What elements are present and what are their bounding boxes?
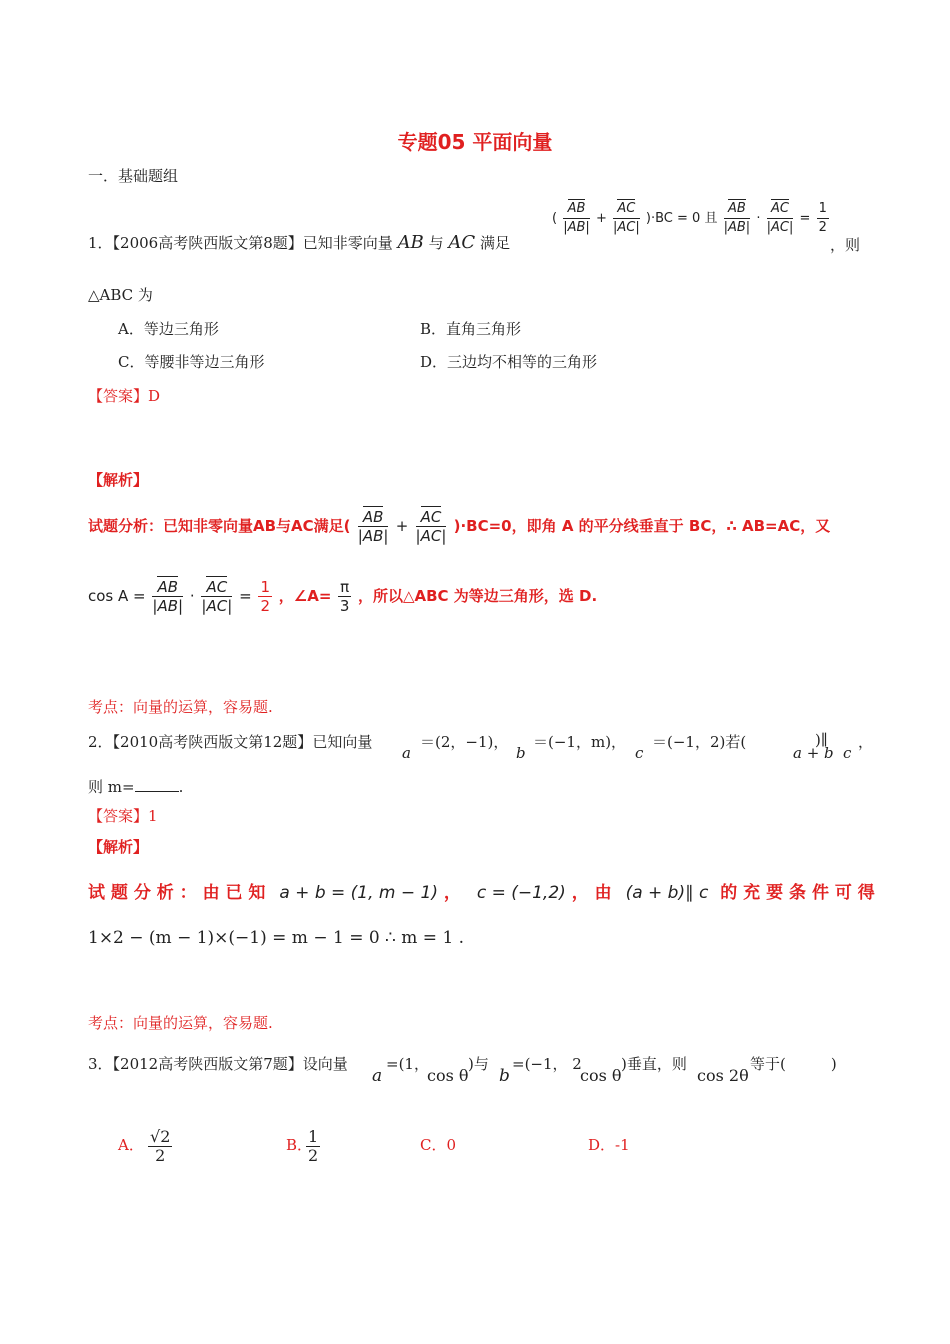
q1-option-b: B．直角三角形 <box>420 320 522 338</box>
q3-opt-a-num: √2 <box>150 1127 171 1146</box>
q1-an-f3-num: AB <box>157 578 179 596</box>
q2-vec-a: a <box>402 744 411 762</box>
q1-analysis-2b: = <box>239 587 252 605</box>
q3-cos2theta: cos 2θ <box>697 1066 749 1085</box>
q1-f2-num: AC <box>617 201 636 216</box>
q1-an-half-den: 2 <box>260 597 270 615</box>
q1-analysis-2c: ，∠A= <box>278 587 332 605</box>
q2-analysis-1b: a + b = (1, m − 1) <box>279 883 438 903</box>
q1-line2: △ABC 为 <box>88 286 153 304</box>
q1-cond-tail: ·BC = 0 且 <box>650 211 718 226</box>
q1-three: 3 <box>339 597 350 615</box>
q2-answer <box>88 805 158 826</box>
q2-analysis-1c: ， <box>443 883 461 903</box>
q3-number: 3． <box>88 1055 113 1073</box>
q1-an-f4-den: AC <box>206 597 228 615</box>
q3-cos2: cos θ <box>580 1066 622 1085</box>
q1-f3-den: AB <box>727 220 746 235</box>
q1-option-a: A．等边三角形 <box>118 320 219 338</box>
q2-vec-b: b <box>516 744 526 762</box>
q1-number: 1． <box>88 234 113 252</box>
q3-opt-b-den: 2 <box>308 1146 319 1165</box>
q3-option-c: C．0 <box>420 1136 457 1154</box>
question-3-stem <box>88 1053 348 1074</box>
q2-answer-value: 1 <box>148 807 158 825</box>
q2-stem-text: 已知向量 <box>312 733 373 751</box>
q2-source: 【2010高考陕西版文第12题】 <box>112 733 313 751</box>
q1-an-f1-num: AB <box>362 508 384 526</box>
q1-f2-den: AC <box>617 220 636 235</box>
q2-answer-label: 【答案】 <box>88 807 149 825</box>
q2-line2 <box>88 776 183 797</box>
q1-answer <box>88 385 160 406</box>
q2-line2-text: 则 m= <box>88 778 135 796</box>
q2-analysis-1a: 试 题 分 析 ： 由 已 知 <box>88 883 266 903</box>
q1-analysis-line1: 试题分析：已知非零向量AB与AC满足( $\frac{AB}{|AB|}$ + $\frac{AC}{|AC|}$ )·BC=0，即角 A 的平分线垂直于 BC，∴ AB=AC，又 <box>88 508 831 545</box>
q1-an-f2-den: AC <box>420 527 442 545</box>
q2-a-plus-b: a + b <box>793 744 834 762</box>
q3-option-d: D．-1 <box>588 1136 630 1154</box>
q3-stem-text: 设向量 <box>302 1055 348 1073</box>
q2-analysis-1d: c = (−1,2) <box>476 883 566 903</box>
q3-source: 【2012高考陕西版文第7题】 <box>112 1055 303 1073</box>
q3-vec-b: b <box>499 1066 510 1086</box>
q3-perp: )垂直，则 <box>621 1055 687 1073</box>
q3-cos: cos θ <box>427 1066 469 1085</box>
q2-line2-end: . <box>178 778 184 796</box>
q2-analysis-1g: 的 充 要 条 件 可 得 <box>720 883 875 903</box>
q1-stem-text: 已知非零向量 <box>302 234 393 252</box>
q1-analysis-line2: cos A = $\frac{AB}{|AB|}$ · $\frac{AC}{|AC|}$ = $\frac{1}{2}$ ，∠A= $\frac{\pi}{3}$ ，所以△ABC 为等边三角形，选 D. <box>88 578 598 615</box>
question-2-stem <box>88 731 372 752</box>
q1-an-f2-num: AC <box>420 508 442 526</box>
question-1-stem <box>88 232 510 253</box>
q3-with: )与 <box>468 1055 489 1073</box>
q1-condition-formula: ( $\frac{AB}{|AB|}$ + $\frac{AC}{|AC|}$ )·BC = 0 且 $\frac{AB}{|AB|}$ · $\frac{AC}{|AC|}$ = $\frac{1}{2}$ <box>552 201 827 235</box>
q1-satisfy: 满足 <box>479 234 510 252</box>
q3-option-a <box>146 1128 174 1165</box>
q2-analysis-1f: (a + b)∥ c <box>625 883 709 903</box>
q3-opt-b-num: 1 <box>308 1127 319 1146</box>
q3-option-b-label: B． <box>286 1136 313 1154</box>
q3-b-val: =(−1， 2 <box>512 1055 582 1073</box>
q1-option-d: D．三边均不相等的三角形 <box>420 353 598 371</box>
q3-opt-a-den: 2 <box>155 1146 166 1165</box>
q2-vec-c2: c <box>843 744 852 762</box>
q1-analysis-2a: cos A = <box>88 587 146 605</box>
q1-f4-num: AC <box>771 201 789 216</box>
page-title: 专题05 平面向量 <box>397 130 553 154</box>
q1-kaodian: 考点：向量的运算，容易题. <box>88 698 273 716</box>
q2-kaodian <box>88 1012 273 1033</box>
q1-vec-ab: AB <box>397 232 424 253</box>
q2-parallel: )∥ <box>815 731 828 749</box>
q1-conj: 与 <box>428 234 444 252</box>
q2-kaodian-text: 考点：向量的运算，容易题. <box>88 1014 273 1032</box>
q3-vec-a: a <box>372 1066 383 1086</box>
q1-f1-num: AB <box>567 201 586 216</box>
q2-number: 2． <box>88 733 113 751</box>
q3-equals: 等于( ) <box>750 1055 837 1073</box>
section-heading: 一．基础题组 <box>88 167 179 185</box>
q3-a-val: =(1， <box>386 1055 429 1073</box>
q2-c-val: ＝(−1，2)若( <box>652 733 747 751</box>
q1-source: 【2006高考陕西版文第8题】 <box>112 234 303 252</box>
q1-half-den: 2 <box>818 220 827 235</box>
q1-an-half-num: 1 <box>260 578 270 596</box>
q2-b-val: ＝(−1，m)， <box>533 733 627 751</box>
q2-analysis-line1 <box>88 878 875 903</box>
q2-analysis-line2: 1×2 − (m − 1)×(−1) = m − 1 = 0 ∴ m = 1 . <box>88 928 465 948</box>
q1-answer-value: D <box>148 387 161 405</box>
q1-option-c: C．等腰非等边三角形 <box>118 353 265 371</box>
q1-f4-den: AC <box>771 220 789 235</box>
q1-f3-num: AB <box>727 201 746 216</box>
q1-analysis-label: 【解析】 <box>88 471 149 489</box>
q1-analysis-1a: 试题分析：已知非零向量AB与AC满足( <box>88 517 351 535</box>
q2-a-val: ＝(2，−1)， <box>420 733 509 751</box>
q1-an-f4-num: AC <box>206 578 228 596</box>
q1-an-f1-den: AB <box>362 527 384 545</box>
q2-analysis-1e: ， 由 <box>571 883 612 903</box>
q2-comma: ， <box>858 733 874 751</box>
q1-answer-label: 【答案】 <box>88 387 149 405</box>
q1-pi: π <box>340 578 350 596</box>
q1-f1-den: AB <box>567 220 586 235</box>
q3-option-b <box>304 1128 322 1165</box>
q2-vec-c: c <box>635 744 644 762</box>
q1-analysis-1b: )·BC=0，即角 A 的平分线垂直于 BC，∴ AB=AC，又 <box>453 517 831 535</box>
q2-analysis-label: 【解析】 <box>88 838 149 856</box>
q1-then: ，则 <box>830 236 861 254</box>
q3-option-a-label: A． <box>118 1136 144 1154</box>
q1-vec-ac: AC <box>448 232 476 253</box>
q2-answer-blank <box>135 779 179 792</box>
q1-analysis-2d: ，所以△ABC 为等边三角形，选 D. <box>357 587 598 605</box>
q1-half-num: 1 <box>817 200 829 219</box>
q1-an-f3-den: AB <box>157 597 179 615</box>
